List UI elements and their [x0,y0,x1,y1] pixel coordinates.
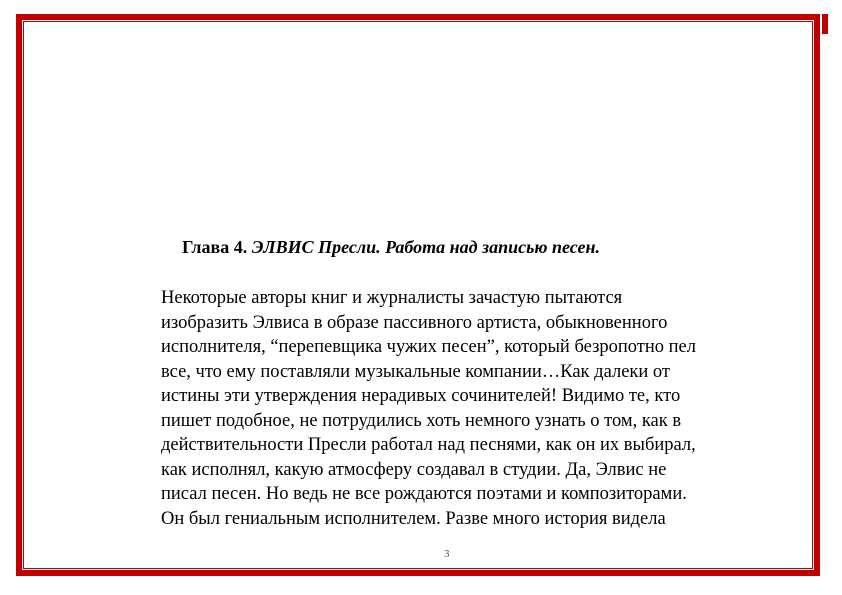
paragraph-line: истины эти утверждения нерадивых сочинителей! Видимо те, кто [161,386,681,406]
frame-corner-mark [822,14,828,34]
paragraph-line: пишет подобное, не потрудились хоть немного узнать о том, как в [161,410,682,431]
chapter-heading [182,236,600,258]
paragraph-line: все, что ему поставляли музыкальные компании…Как далеки от [161,361,671,382]
paragraph-line: Он был гениальным исполнителем. Разве много история видела [161,508,666,529]
chapter-title: ЭЛВИС Пресли. Работа над записью песен. [251,237,600,257]
page-number: 3 [444,548,450,560]
paragraph-line: исполнителя, “перепевщика чужих песен”, который безропотно пел [161,337,696,357]
paragraph-line: изобразить Элвиса в образе пассивного артиста, обыкновенного [161,312,668,333]
paragraph-line: Некоторые авторы книг и журналисты зачастую пытаются [161,288,623,308]
paragraph-line: действительности Пресли работал над песнями, как он их выбирал, [161,435,696,455]
paragraph-line: писал песен. Но ведь не все рождаются поэтами и композиторами. [161,484,687,504]
paragraph-line: как исполнял, какую атмосферу создавал в студии. Да, Элвис не [161,459,667,480]
chapter-paragraph [161,286,761,531]
chapter-label: Глава 4. [182,237,248,257]
